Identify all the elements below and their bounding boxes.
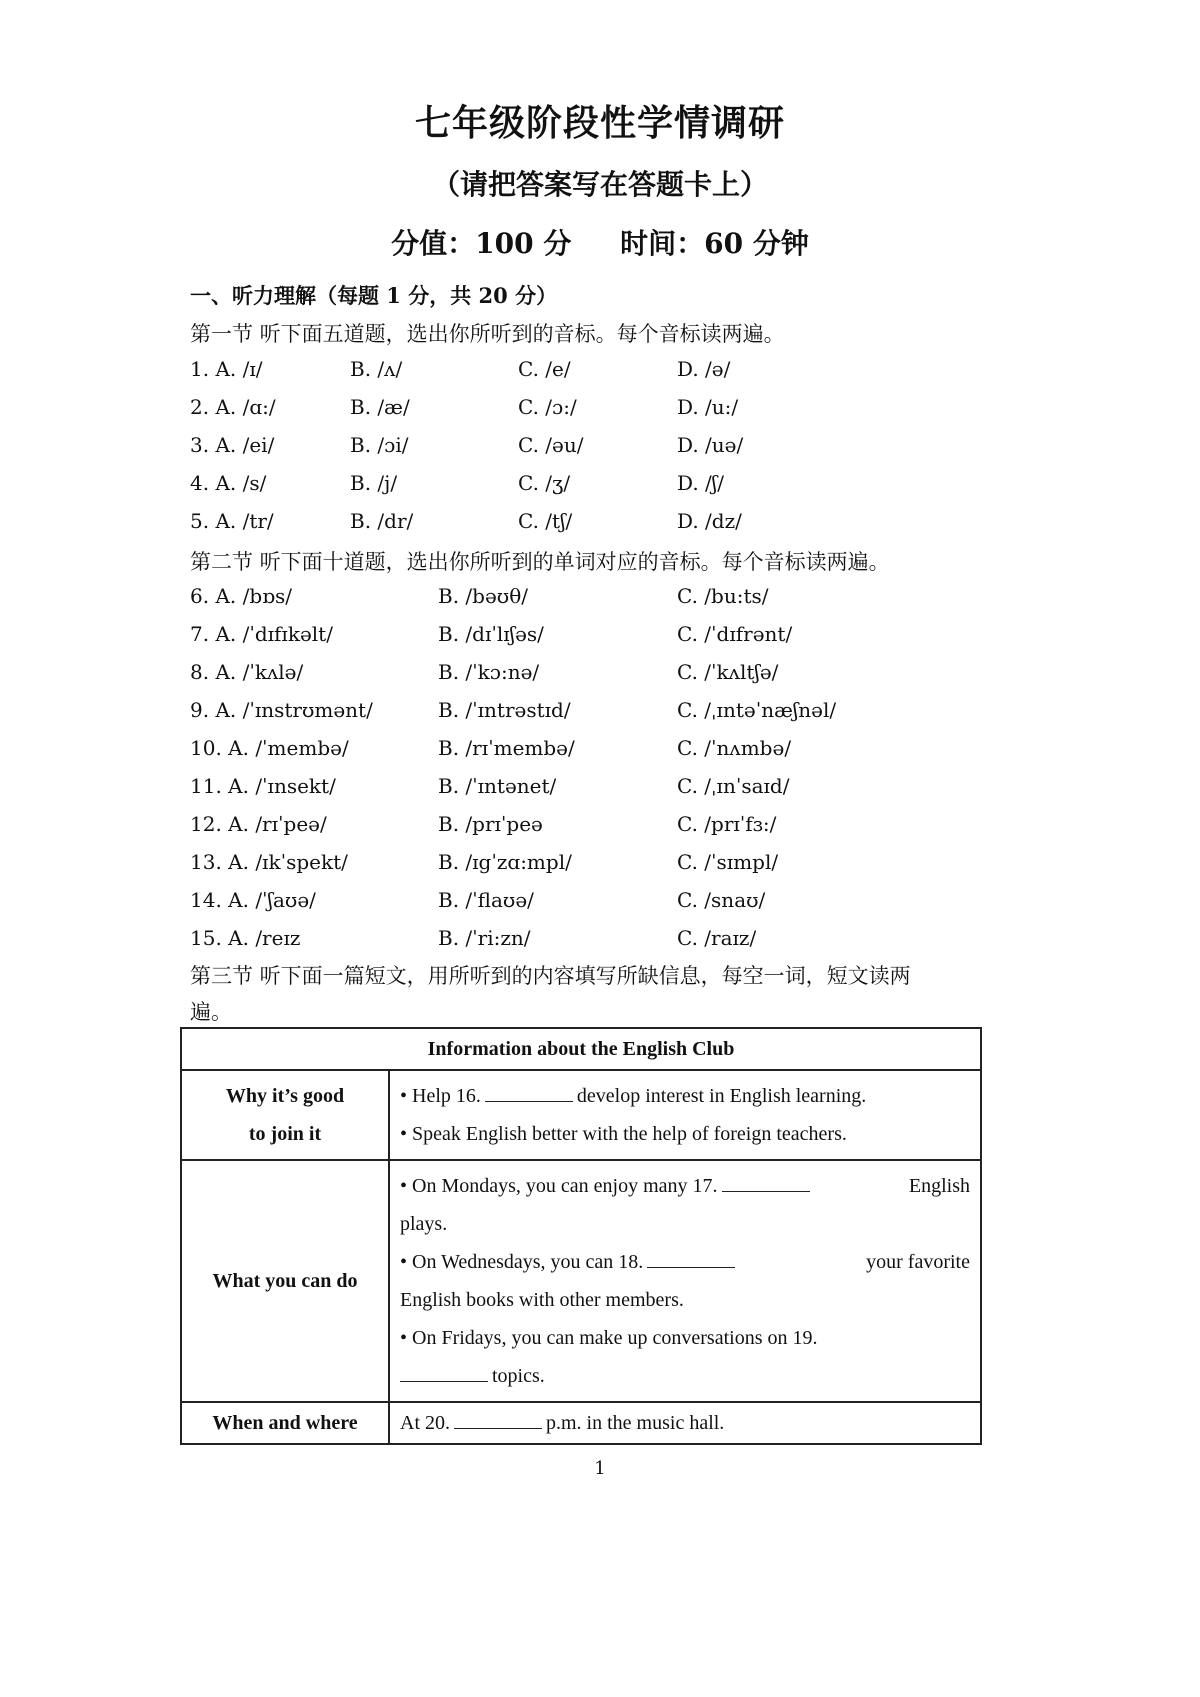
option-a: 9. A. /ˈɪnstrʊmənt/ (190, 698, 373, 722)
section2-instruction: 第二节 听下面十道题，选出你所听到的单词对应的音标。每个音标读两遍。 (190, 550, 890, 574)
option-c: C. /ˌɪnˈsaɪd/ (677, 774, 790, 798)
bullet-16 (400, 1077, 970, 1115)
option-d: D. /u:/ (677, 395, 739, 419)
option-c: C. /e/ (518, 357, 571, 381)
option-b: B. /ˈkɔ:nə/ (438, 660, 540, 684)
page-number: 1 (594, 1458, 606, 1479)
bullet-16-pre: • Help 16. (400, 1085, 481, 1107)
exam-subtitle: （请把答案写在答题卡上） (431, 168, 768, 201)
option-d: D. /dz/ (677, 509, 742, 533)
bullet-18-post: your favorite (866, 1251, 970, 1273)
blank-20[interactable] (454, 1410, 542, 1429)
option-b: B. /bəʊθ/ (438, 584, 528, 608)
option-c: C. /ɔ:/ (518, 395, 577, 419)
bullet-18-pre: • On Wednesdays, you can 18. (400, 1251, 644, 1273)
row3-pre: At 20. (400, 1412, 450, 1434)
option-b: B. /dɪˈlɪʃəs/ (438, 622, 544, 646)
option-a: 13. A. /ɪkˈspekt/ (190, 850, 348, 874)
option-c: C. /ˈsɪmpl/ (677, 850, 779, 874)
option-b: B. /rɪˈmembə/ (438, 736, 575, 760)
english-club-table (180, 1027, 982, 1445)
option-a: 6. A. /bɒs/ (190, 584, 292, 608)
option-b: B. /dr/ (350, 509, 414, 533)
option-c: C. /snaʊ/ (677, 888, 766, 912)
option-a: 7. A. /ˈdɪfɪkəlt/ (190, 622, 333, 646)
bullet-17-cont: plays. (400, 1213, 448, 1235)
option-b: B. /ɔi/ (350, 433, 409, 457)
row-label-what: What you can do (181, 1160, 389, 1402)
option-b: B. /ʌ/ (350, 357, 403, 381)
section3-instruction-line2: 遍。 (190, 1000, 232, 1024)
row-content-when (389, 1402, 981, 1444)
option-a: 15. A. /reɪz (190, 926, 301, 950)
option-c: C. /əu/ (518, 433, 584, 457)
option-d: D. /uə/ (677, 433, 744, 457)
option-c: C. /ˈkʌltʃə/ (677, 660, 779, 684)
blank-16[interactable] (485, 1083, 573, 1102)
score-time: 分值：100 分 时间：60 分钟 (391, 227, 809, 260)
option-a: 5. A. /tr/ (190, 509, 274, 533)
option-c: C. /tʃ/ (518, 509, 573, 533)
row-label-why (181, 1070, 389, 1160)
option-a: 2. A. /ɑ:/ (190, 395, 276, 419)
bullet-foreign-teachers: • Speak English better with the help of foreign teachers. (400, 1123, 847, 1145)
option-b: B. /j/ (350, 471, 398, 495)
option-a: 14. A. /ˈʃaʊə/ (190, 888, 316, 912)
option-a: 1. A. /ɪ/ (190, 357, 263, 381)
blank-17[interactable] (722, 1173, 810, 1192)
row-label-when: When and where (181, 1402, 389, 1444)
blank-19[interactable] (400, 1363, 488, 1382)
bullet-17-post: English (908, 1175, 970, 1197)
option-b: B. /ˈri:zn/ (438, 926, 531, 950)
row-content-what (389, 1160, 981, 1402)
bullet-18 (400, 1243, 970, 1281)
option-a: 8. A. /ˈkʌlə/ (190, 660, 304, 684)
option-b: B. /ˈɪntənet/ (438, 774, 557, 798)
option-d: D. /ʃ/ (677, 471, 724, 495)
option-a: 11. A. /ˈɪnsekt/ (190, 774, 336, 798)
bullet-19-post: topics. (492, 1365, 545, 1387)
row-label-why-line1: Why it’s good (225, 1085, 345, 1107)
option-b: B. /æ/ (350, 395, 410, 419)
option-a: 12. A. /rɪˈpeə/ (190, 812, 327, 836)
bullet-19: • On Fridays, you can make up conversations on 19. (400, 1327, 818, 1349)
option-b: B. /ˈflaʊə/ (438, 888, 534, 912)
bullet-17 (400, 1167, 970, 1205)
option-c: C. /ˈnʌmbə/ (677, 736, 792, 760)
bullet-16-post: develop interest in English learning. (576, 1085, 867, 1107)
row3-post: p.m. in the music hall. (546, 1412, 725, 1434)
blank-18[interactable] (647, 1249, 735, 1268)
bullet-19-cont (400, 1357, 970, 1395)
bullet-18-cont: English books with other members. (400, 1289, 684, 1311)
option-c: C. /raɪz/ (677, 926, 757, 950)
section1-instruction: 第一节 听下面五道题，选出你所听到的音标。每个音标读两遍。 (190, 322, 785, 346)
option-c: C. /ˈdɪfrənt/ (677, 622, 793, 646)
option-b: B. /prɪˈpeə (438, 812, 543, 836)
exam-title: 七年级阶段性学情调研 (414, 102, 785, 144)
option-b: B. /ˈɪntrəstɪd/ (438, 698, 571, 722)
section3-instruction-line1: 第三节 听下面一篇短文，用所听到的内容填写所缺信息，每空一词，短文读两 (190, 964, 911, 988)
option-a: 4. A. /s/ (190, 471, 267, 495)
option-c: C. /ʒ/ (518, 471, 571, 495)
option-a: 10. A. /ˈmembə/ (190, 736, 349, 760)
option-c: C. /bu:ts/ (677, 584, 769, 608)
option-c: C. /ˌɪntəˈnæʃnəl/ (677, 698, 837, 722)
option-d: D. /ə/ (677, 357, 731, 381)
part1-heading: 一、听力理解（每题 1 分，共 20 分） (190, 283, 558, 308)
option-a: 3. A. /ei/ (190, 433, 275, 457)
row-label-why-line2: to join it (248, 1123, 322, 1145)
table-title: Information about the English Club (181, 1028, 981, 1070)
option-c: C. /prɪˈfɜ:/ (677, 812, 777, 836)
option-b: B. /ɪgˈzɑ:mpl/ (438, 850, 572, 874)
row-content-why (389, 1070, 981, 1160)
bullet-17-pre: • On Mondays, you can enjoy many 17. (400, 1175, 718, 1197)
